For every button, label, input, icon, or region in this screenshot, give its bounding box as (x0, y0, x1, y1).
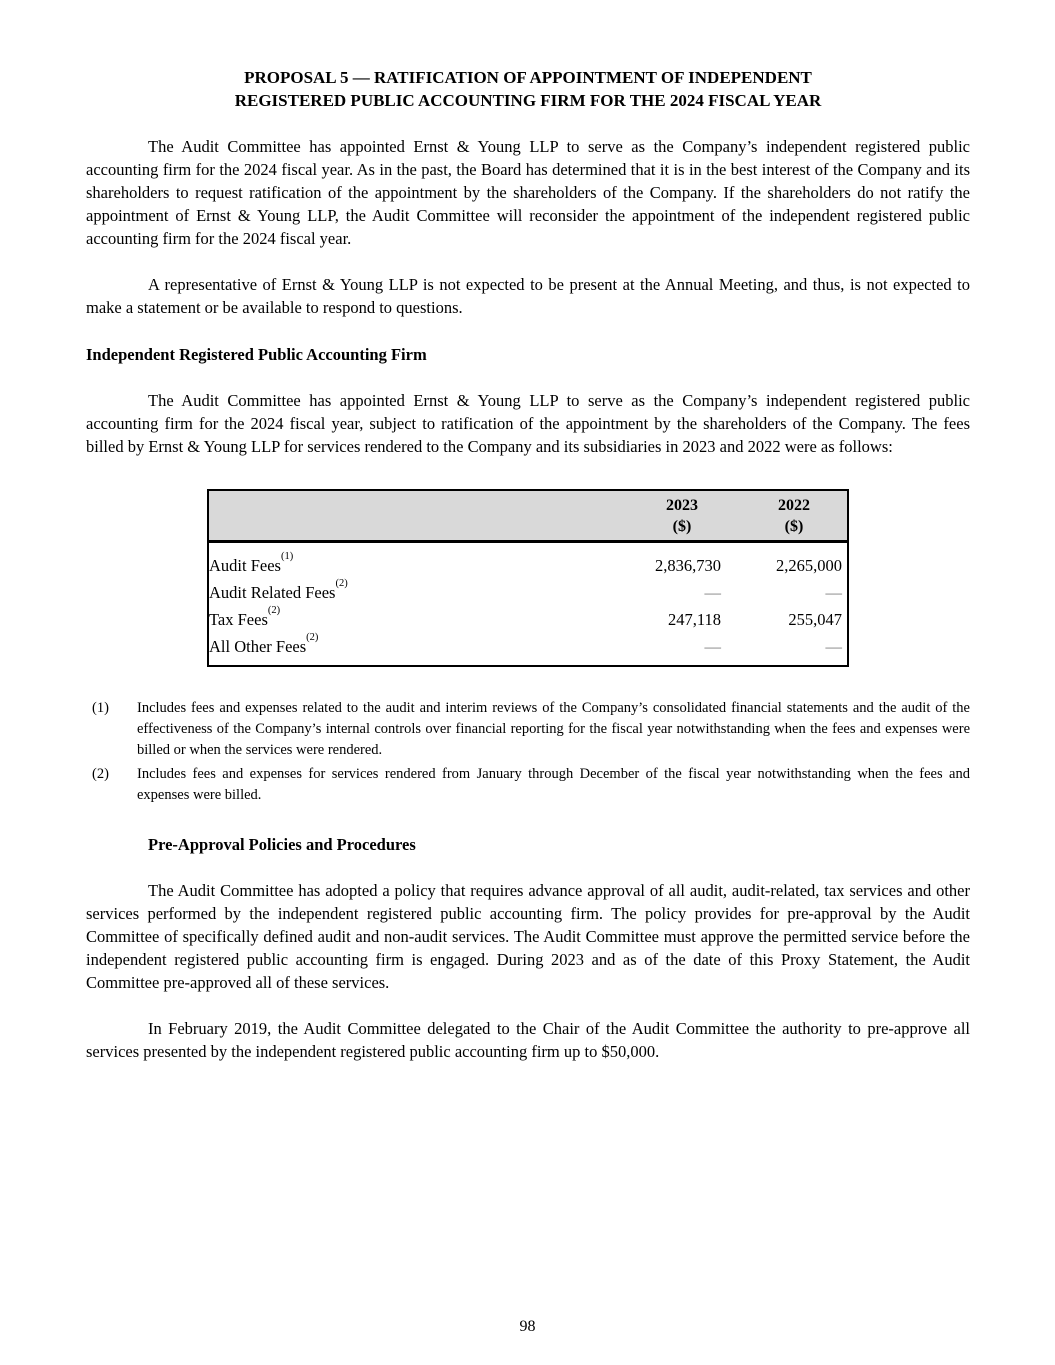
paragraph-policy: The Audit Committee has adopted a policy that requires advance approval of all audit, audit-related, tax services and other services performed by the independent registered public accounting firm. The policy provides for pre-approval by the Audit Committee of specifically defined audit and non-audit services. The Audit Committee must approve the permitted service before the independent registered public accounting firm is engaged. During 2023 and as of the date of this Proxy Statement, the Audit Committee pre-approved all of these services. (86, 881, 970, 992)
fees-header-label-spacer (208, 490, 563, 542)
fees-row-label-text: All Other Fees (209, 637, 307, 656)
fees-row-label (208, 579, 563, 606)
footnote-2 (92, 764, 970, 806)
fees-header-2022-year: 2022 (778, 497, 810, 514)
fees-header-2023-year: 2023 (666, 497, 698, 514)
fees-value-2022: — (825, 637, 842, 656)
fees-row-label (208, 633, 563, 666)
paragraph-delegation: In February 2019, the Audit Committee delegated to the Chair of the Audit Committee the authority to pre-approve all services presented by the independent registered public accounting firm up to $50,000. (86, 1019, 970, 1061)
fees-header-2022 (721, 490, 848, 542)
fees-value-2023: — (704, 637, 721, 656)
fees-table-header-row (208, 490, 848, 542)
paragraph-appointment: The Audit Committee has appointed Ernst & Young LLP to serve as the Company’s independent registered public accounting firm for the 2024 fiscal year. As in the past, the Board has determined that it is in the best interest of the Company and its shareholders to request ratification of the appointment by the shareholders of the Company. If the shareholders do not ratify the appointment of Ernst & Young LLP, the Audit Committee will reconsider the appointment of the independent registered public accounting firm for the 2024 fiscal year. (86, 137, 970, 248)
footnote-ref: (1) (280, 550, 294, 562)
paragraph-fees-intro: The Audit Committee has appointed Ernst & Young LLP to serve as the Company’s independent registered public accounting firm for the 2024 fiscal year, subject to ratification of the appointment by the shareholders of the Company. The fees billed by Ernst & Young LLP for services rendered to the Company and its subsidiaries in 2023 and 2022 were as follows: (86, 391, 970, 456)
fees-value-2022: — (825, 583, 842, 602)
fees-value-2023: 2,836,730 (655, 556, 721, 575)
fees-header-2023 (563, 490, 721, 542)
proposal-title-line2: REGISTERED PUBLIC ACCOUNTING FIRM FOR THE 2024 FISCAL YEAR (234, 91, 822, 110)
footnote-1-marker: (1) (92, 700, 109, 716)
fees-header-2023-unit: ($) (672, 518, 692, 535)
footnote-1 (92, 698, 970, 761)
footnote-2-marker: (2) (92, 766, 109, 782)
fees-row-audit-related-fees (208, 579, 848, 606)
paragraph-representative: A representative of Ernst & Young LLP is not expected to be present at the Annual Meeting, and thus, is not expected to make a statement or be available to respond to questions. (86, 275, 970, 317)
proposal-title (86, 0, 970, 112)
fees-row-tax-fees (208, 606, 848, 633)
fees-value-2023: 247,118 (667, 610, 721, 629)
fees-value-2023: — (704, 583, 721, 602)
proposal-title-line1: PROPOSAL 5 — RATIFICATION OF APPOINTMENT OF INDEPENDENT (244, 68, 812, 87)
fees-row-label-text: Tax Fees (209, 610, 268, 629)
footnote-ref: (2) (267, 604, 281, 616)
footnote-ref: (2) (335, 577, 348, 589)
footnote-ref: (2) (306, 631, 319, 643)
fees-row-all-other-fees (208, 633, 848, 666)
footnote-1-text: Includes fees and expenses related to the audit and interim reviews of the Company’s consolidated financial statements and the audit of the effectiveness of the Company’s internal controls over financial reporting for the fiscal year notwithstanding when the fees and expenses were billed or when the services were rendered. (137, 700, 970, 758)
heading-independent-firm: Independent Registered Public Accounting Firm (86, 345, 427, 364)
fees-row-label-text: Audit Related Fees (209, 583, 336, 602)
fees-table (207, 489, 849, 667)
fees-header-2022-unit: ($) (784, 518, 804, 535)
footnotes-section (92, 698, 970, 806)
fees-value-2022: 2,265,000 (776, 556, 842, 575)
fees-value-2022: 255,047 (788, 610, 842, 629)
page-content (86, 0, 970, 1063)
fees-row-label (208, 542, 563, 580)
fees-row-label (208, 606, 563, 633)
footnote-2-text: Includes fees and expenses for services rendered from January through December of the fiscal year notwithstanding when the fees and expenses were billed. (137, 766, 970, 803)
heading-pre-approval: Pre-Approval Policies and Procedures (148, 835, 416, 854)
page-number: 98 (519, 1318, 536, 1335)
fees-row-label-text: Audit Fees (209, 556, 281, 575)
fees-row-audit-fees (208, 542, 848, 580)
